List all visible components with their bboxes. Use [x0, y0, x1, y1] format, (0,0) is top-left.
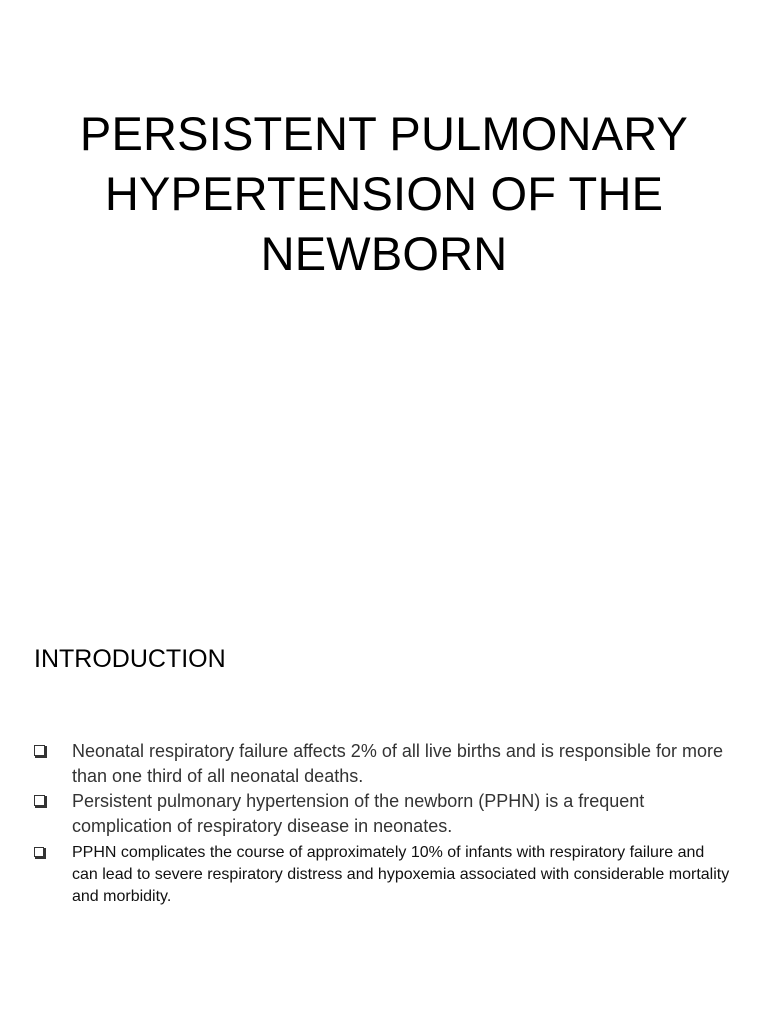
checkbox-bullet-icon — [34, 745, 45, 756]
introduction-bullet-2-text: Persistent pulmonary hypertension of the newborn (PPHN) is a frequent complication of respiratory disease in neonates. — [72, 791, 645, 836]
introduction-bullet-1-text: Neonatal respiratory failure affects 2% of all live births and is responsible for more than one third of all neonatal deaths. — [72, 741, 723, 786]
introduction-heading: INTRODUCTION — [34, 645, 226, 673]
slide-title-line-1: PERSISTENT PULMONARY — [79, 107, 689, 160]
introduction-bullet-2 — [34, 789, 734, 839]
slide-title — [0, 104, 768, 284]
checkbox-bullet-icon — [34, 847, 44, 857]
slide-title-line-3: NEWBORN — [260, 227, 508, 280]
checkbox-bullet-icon — [34, 795, 45, 806]
introduction-bullet-3 — [34, 842, 734, 908]
introduction-bullet-list — [34, 739, 734, 908]
slide-title-line-2: HYPERTENSION OF THE — [104, 167, 664, 220]
introduction-bullet-3-text: PPHN complicates the course of approximately 10% of infants with respiratory failure and can lead to severe respiratory distress and hypoxemia associated with considerable mortality and morbidity. — [72, 844, 730, 905]
introduction-bullet-1 — [34, 739, 734, 789]
